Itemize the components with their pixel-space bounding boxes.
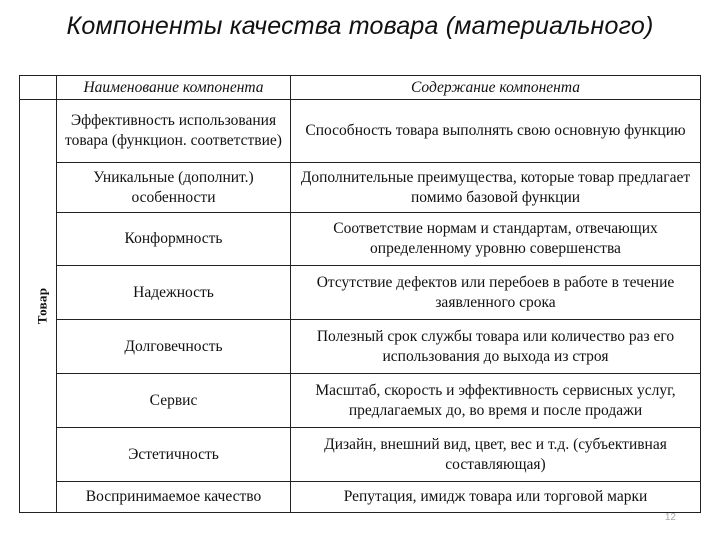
component-name: Конформность <box>57 213 291 266</box>
side-label-cell <box>20 100 57 513</box>
component-content: Соответствие нормам и стандартам, отвечающих определенному уровню совершенства <box>291 213 701 266</box>
component-name: Уникальные (дополнит.) особенности <box>57 163 291 213</box>
table-row <box>20 100 701 163</box>
table-row <box>20 482 701 513</box>
header-corner-cell <box>20 76 57 100</box>
component-content: Репутация, имидж товара или торговой марки <box>291 482 701 513</box>
component-content: Отсутствие дефектов или перебоев в работе в течение заявленного срока <box>291 266 701 320</box>
table-row <box>20 428 701 482</box>
table-header-row <box>20 76 701 100</box>
table-row <box>20 374 701 428</box>
quality-components-table <box>19 75 701 513</box>
table-row <box>20 320 701 374</box>
table-row <box>20 213 701 266</box>
side-label: Товар <box>34 287 50 325</box>
component-content: Способность товара выполнять свою основную функцию <box>291 100 701 163</box>
component-content: Полезный срок службы товара или количество раз его использования до выхода из строя <box>291 320 701 374</box>
header-component-content: Содержание компонента <box>291 76 701 100</box>
table-row <box>20 266 701 320</box>
component-name: Воспринимаемое качество <box>57 482 291 513</box>
table-row <box>20 163 701 213</box>
page-title: Компоненты качества товара (материального) <box>66 12 654 40</box>
component-content: Дополнительные преимущества, которые товар предлагает помимо базовой функции <box>291 163 701 213</box>
component-name: Надежность <box>57 266 291 320</box>
page-number: 12 <box>664 512 676 523</box>
component-name: Эффективность использования товара (функцион. соответствие) <box>57 100 291 163</box>
component-content: Масштаб, скорость и эффективность сервисных услуг, предлагаемых до, во время и после продажи <box>291 374 701 428</box>
header-component-name: Наименование компонента <box>57 76 291 100</box>
component-name: Сервис <box>57 374 291 428</box>
component-content: Дизайн, внешний вид, цвет, вес и т.д. (субъективная составляющая) <box>291 428 701 482</box>
component-name: Эстетичность <box>57 428 291 482</box>
component-name: Долговечность <box>57 320 291 374</box>
